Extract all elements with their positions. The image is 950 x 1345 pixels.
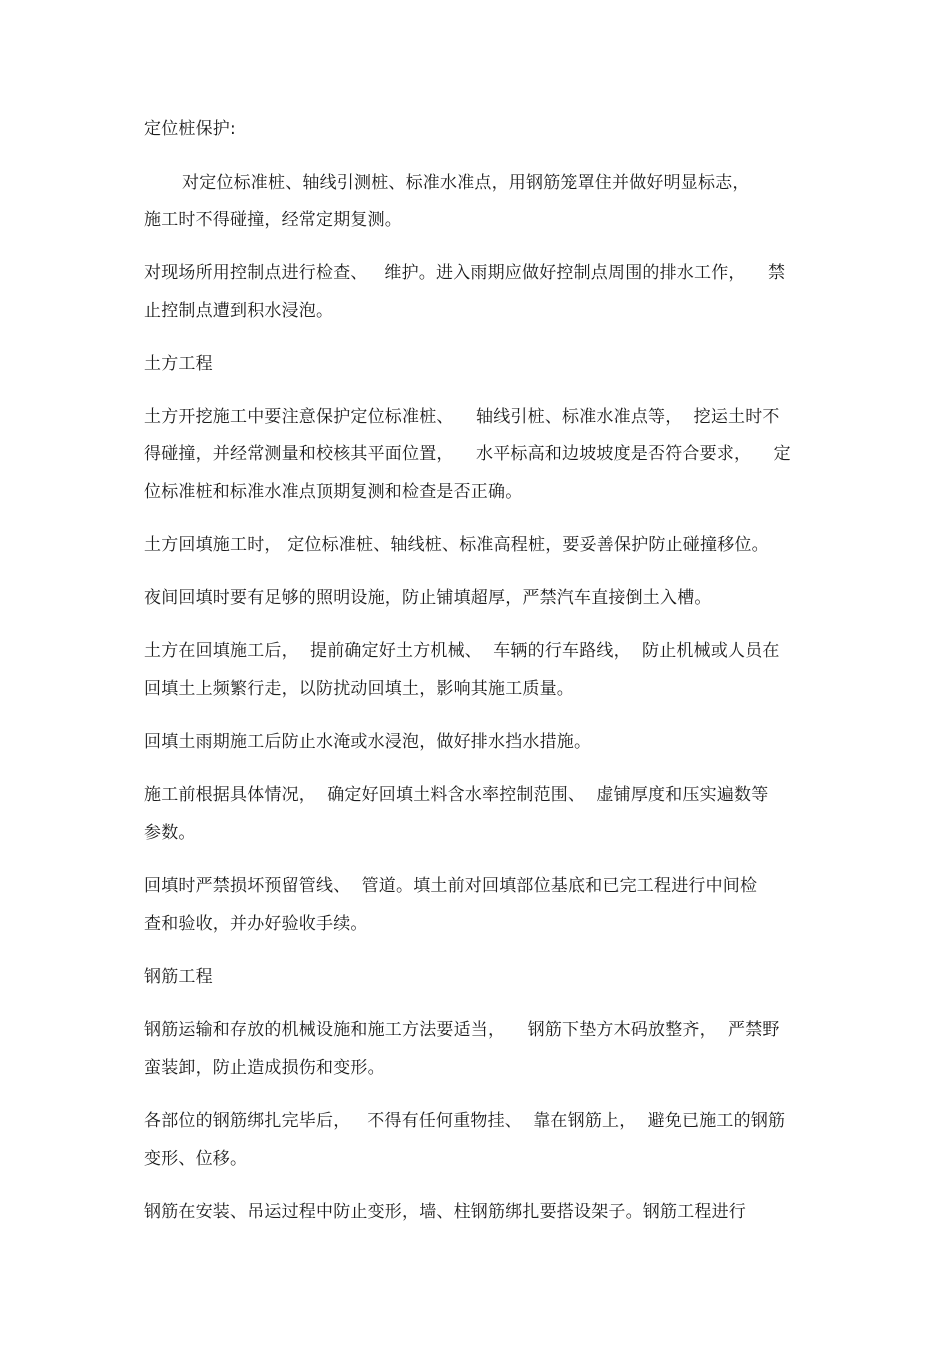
paragraph-line: 对定位标准桩、轴线引测桩、标准水准点，用钢筋笼罩住并做好明显标志，	[182, 173, 750, 193]
paragraph-line: 施工时不得碰撞，经常定期复测。	[144, 210, 402, 230]
paragraph-line: 参数。	[144, 823, 196, 843]
paragraph-line: 止控制点遭到积水浸泡。	[144, 301, 334, 321]
paragraph-line: 土方在回填施工后， 提前确定好土方机械、 车辆的行车路线， 防止机械或人员在	[144, 641, 780, 661]
paragraph-line: 钢筋在安装、吊运过程中防止变形，墙、柱钢筋绑扎要搭设架子。钢筋工程进行	[144, 1202, 746, 1222]
paragraph-line: 蛮装卸，防止造成损伤和变形。	[144, 1058, 385, 1078]
paragraph-line: 土方开挖施工中要注意保护定位标准桩、 轴线引桩、标准水准点等， 挖运土时不	[144, 407, 780, 427]
heading-earthwork: 土方工程	[144, 354, 213, 374]
paragraph-line: 位标准桩和标准水准点顶期复测和检查是否正确。	[144, 482, 523, 502]
paragraph-line: 夜间回填时要有足够的照明设施，防止铺填超厚，严禁汽车直接倒土入槽。	[144, 588, 712, 608]
paragraph-line: 得碰撞，并经常测量和校核其平面位置， 水平标高和边坡坡度是否符合要求， 定	[144, 444, 791, 464]
paragraph-line: 变形、位移。	[144, 1149, 248, 1169]
heading-rebar-work: 钢筋工程	[144, 967, 213, 987]
paragraph-line: 回填时严禁损坏预留管线、 管道。填土前对回填部位基底和已完工程进行中间检	[144, 876, 758, 896]
paragraph-line: 回填土雨期施工后防止水淹或水浸泡，做好排水挡水措施。	[144, 732, 592, 752]
paragraph-line: 查和验收，并办好验收手续。	[144, 914, 368, 934]
paragraph-line: 土方回填施工时， 定位标准桩、轴线桩、标准高程桩，要妥善保护防止碰撞移位。	[144, 535, 769, 555]
paragraph-line: 施工前根据具体情况， 确定好回填土料含水率控制范围、 虚铺厚度和压实遍数等	[144, 785, 769, 805]
paragraph-line: 钢筋运输和存放的机械设施和施工方法要适当， 钢筋下垫方木码放整齐， 严禁野	[144, 1020, 780, 1040]
paragraph-line: 回填土上频繁行走，以防扰动回填土，影响其施工质量。	[144, 679, 574, 699]
paragraph-line: 各部位的钢筋绑扎完毕后， 不得有任何重物挂、 靠在钢筋上， 避免已施工的钢筋	[144, 1111, 786, 1131]
heading-positioning-pile-protection: 定位桩保护:	[144, 119, 236, 139]
paragraph-line: 对现场所用控制点进行检查、 维护。进入雨期应做好控制点周围的排水工作， 禁	[144, 263, 786, 283]
